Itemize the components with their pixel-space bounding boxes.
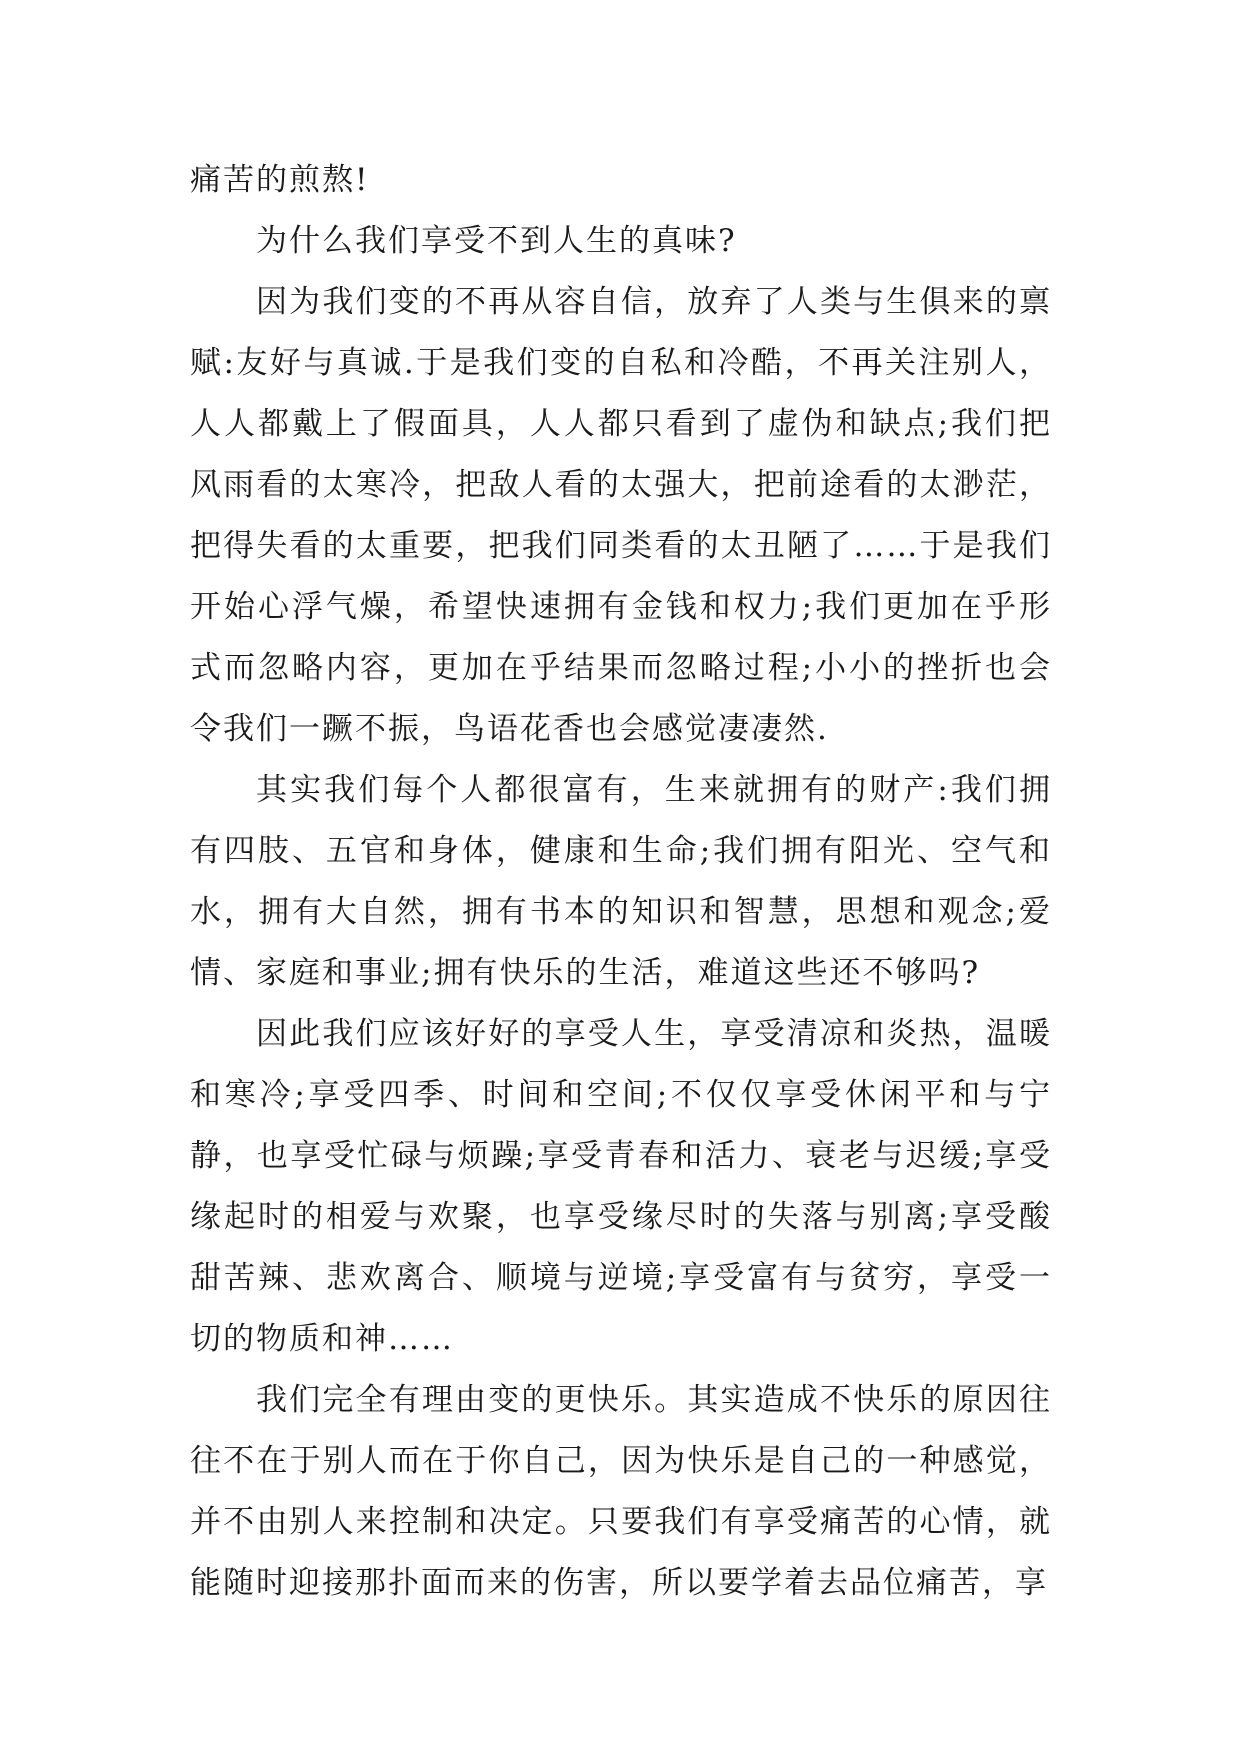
paragraph-wealth: 其实我们每个人都很富有，生来就拥有的财产:我们拥有四肢、五官和身体，健康和生命;我们拥有阳光、空气和水，拥有大自然，拥有书本的知识和智慧，思想和观念;爱情、家庭和事业;拥有快乐的生活，难道这些还不够吗?	[190, 772, 1052, 991]
paragraph-continuation: 痛苦的煎熬!	[190, 162, 370, 198]
paragraph-happiness: 我们完全有理由变的更快乐。其实造成不快乐的原因往往不在于别人而在于你自己，因为快乐是自己的一种感觉，并不由别人来控制和决定。只要我们有享受痛苦的心情，就能随时迎接那扑面而来的伤害，所以要学着去品位痛苦，享	[190, 1382, 1052, 1601]
paragraph-enjoy-life: 因此我们应该好好的享受人生，享受清凉和炎热，温暖和寒冷;享受四季、时间和空间;不仅仅享受休闲平和与宁静，也享受忙碌与烦躁;享受青春和活力、衰老与迟缓;享受缘起时的相爱与欢聚，也享受缘尽时的失落与别离;享受酸甜苦辣、悲欢离合、顺境与逆境;享受富有与贫穷，享受一切的物质和神……	[190, 1016, 1052, 1357]
paragraph-reason: 因为我们变的不再从容自信，放弃了人类与生俱来的禀赋:友好与真诚.于是我们变的自私和冷酷，不再关注别人，人人都戴上了假面具，人人都只看到了虚伪和缺点;我们把风雨看的太寒冷，把敌人看的太强大，把前途看的太渺茫，把得失看的太重要，把我们同类看的太丑陋了……于是我们开始心浮气燥，希望快速拥有金钱和权力;我们更加在乎形式而忽略内容，更加在乎结果而忽略过程;小小的挫折也会令我们一蹶不振，鸟语花香也会感觉凄凄然.	[190, 284, 1052, 747]
paragraph-question: 为什么我们享受不到人生的真味?	[256, 223, 737, 259]
document-body	[190, 150, 1052, 1614]
